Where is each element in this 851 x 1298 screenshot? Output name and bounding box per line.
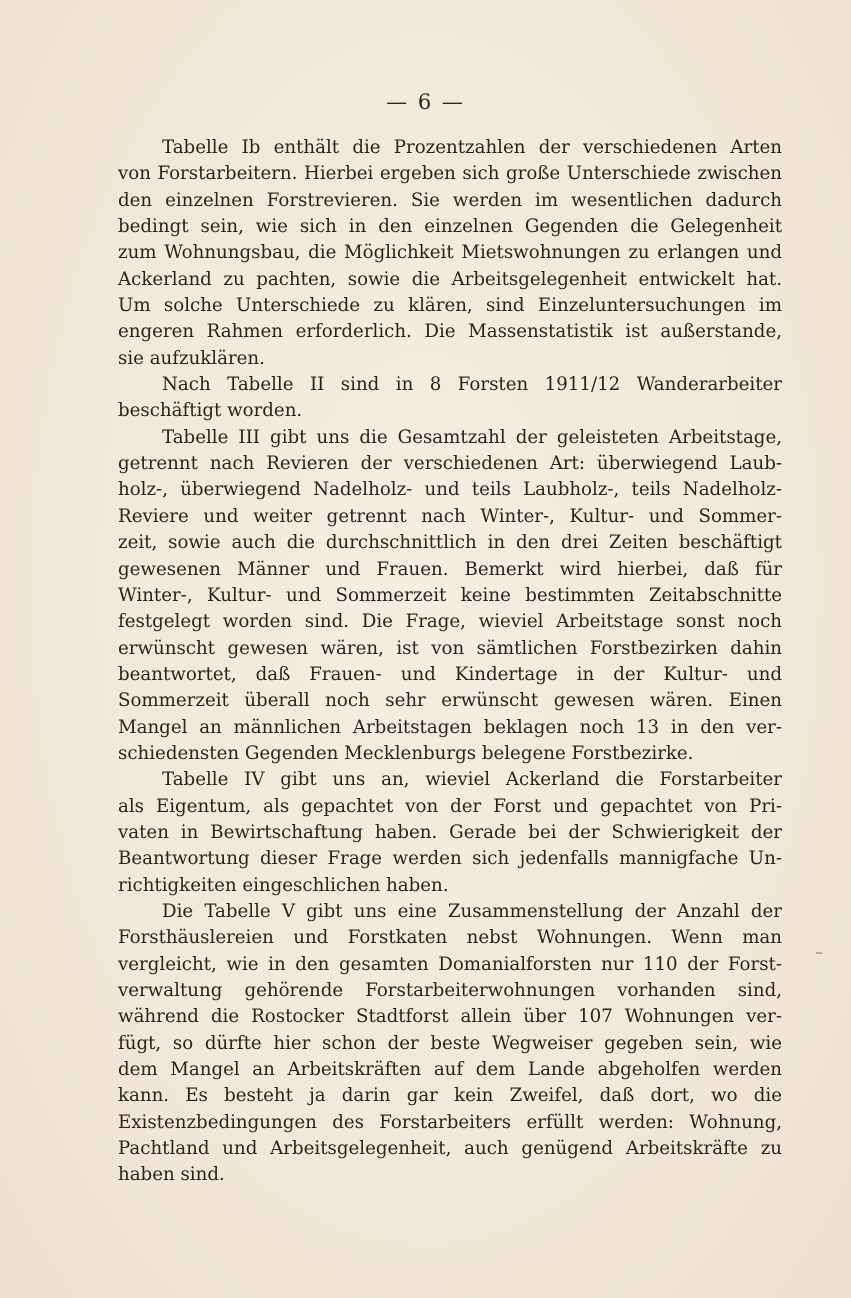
text-line: Mangel an männlichen Arbeitstagen beklagen noch 13 in den ver-: [118, 716, 782, 738]
text-line: Nach Tabelle II sind in 8 Forsten 1911/12 Wanderarbeiter: [162, 374, 782, 396]
text-line: vergleicht, wie in den gesamten Domanialforsten nur 110 der Forst-: [118, 953, 782, 975]
text-line: Pachtland und Arbeitsgelegenheit, auch genügend Arbeitskräfte zu: [118, 1138, 782, 1160]
text-line: engeren Rahmen erforderlich. Die Massenstatistik ist außerstande,: [118, 321, 782, 343]
text-line: beschäftigt worden.: [118, 400, 303, 422]
text-line: zeit, sowie auch die durchschnittlich in den drei Zeiten beschäftigt: [118, 532, 782, 554]
text-line: schiedensten Gegenden Mecklenburgs belegene Forstbezirke.: [118, 742, 694, 764]
text-line: verwaltung gehörende Forstarbeiterwohnungen vorhanden sind,: [118, 980, 782, 1001]
text-line: Ackerland zu pachten, sowie die Arbeitsgelegenheit entwickelt hat.: [118, 268, 782, 290]
text-line: richtigkeiten eingeschlichen haben.: [118, 874, 449, 896]
margin-mark: [816, 952, 822, 954]
text-line: Existenzbedingungen des Forstarbeiters erfüllt werden: Wohnung,: [118, 1111, 782, 1133]
text-line: bedingt sein, wie sich in den einzelnen Gegenden die Gelegenheit: [118, 216, 782, 238]
text-line: dem Mangel an Arbeitskräften auf dem Lande abgeholfen werden: [118, 1059, 782, 1081]
text-line: von Forstarbeitern. Hierbei ergeben sich große Unterschiede zwischen: [118, 163, 782, 185]
text-line: fügt, so dürfte hier schon der beste Wegweiser gegeben sein, wie: [118, 1032, 782, 1054]
text-line: während die Rostocker Stadtforst allein über 107 Wohnungen ver-: [118, 1006, 782, 1028]
text-line: haben sind.: [118, 1164, 225, 1186]
text-line: zum Wohnungsbau, die Möglichkeit Mietswohnungen zu erlangen und: [118, 242, 782, 264]
text-line: erwünscht gewesen wären, ist von sämtlichen Forstbezirken dahin: [118, 637, 782, 659]
text-line: gewesenen Männer und Frauen. Bemerkt wird hierbei, daß für: [118, 558, 782, 580]
text-line: Tabelle III gibt uns die Gesamtzahl der geleisteten Arbeitstage,: [162, 426, 782, 448]
text-line: Forsthäuslereien und Forstkaten nebst Wohnungen. Wenn man: [118, 927, 782, 949]
text-line: Um solche Unterschiede zu klären, sind Einzeluntersuchungen im: [118, 295, 782, 317]
text-line: Tabelle Ib enthält die Prozentzahlen der verschiedenen Arten: [162, 137, 782, 158]
text-line: sie aufzuklären.: [118, 347, 265, 369]
body-text: [118, 135, 782, 1189]
text-line: Die Tabelle V gibt uns eine Zusammenstellung der Anzahl der: [162, 900, 782, 922]
text-line: als Eigentum, als gepachtet von der Forst und gepachtet von Pri-: [118, 795, 782, 817]
text-line: Beantwortung dieser Frage werden sich jedenfalls mannigfache Un-: [118, 848, 782, 870]
text-line: beantwortet, daß Frauen- und Kindertage in der Kultur- und: [118, 663, 782, 685]
text-line: holz-, überwiegend Nadelholz- und teils Laubholz-, teils Nadelholz-: [118, 479, 782, 501]
text-line: getrennt nach Revieren der verschiedenen Art: überwiegend Laub-: [118, 453, 782, 475]
text-line: festgelegt worden sind. Die Frage, wieviel Arbeitstage sonst noch: [118, 611, 782, 633]
text-line: den einzelnen Forstrevieren. Sie werden im wesentlichen dadurch: [118, 189, 782, 211]
text-line: kann. Es besteht ja darin gar kein Zweifel, daß dort, wo die: [118, 1085, 782, 1107]
text-line: vaten in Bewirtschaftung haben. Gerade bei der Schwierigkeit der: [118, 821, 782, 843]
text-line: Tabelle IV gibt uns an, wieviel Ackerland die Forstarbeiter: [162, 769, 782, 791]
text-line: Winter-, Kultur- und Sommerzeit keine bestimmten Zeitabschnitte: [118, 584, 782, 606]
text-line: Reviere und weiter getrennt nach Winter-, Kultur- und Sommer-: [118, 505, 782, 527]
text-line: Sommerzeit überall noch sehr erwünscht gewesen wären. Einen: [118, 690, 782, 712]
page-number: — 6 —: [386, 90, 465, 114]
